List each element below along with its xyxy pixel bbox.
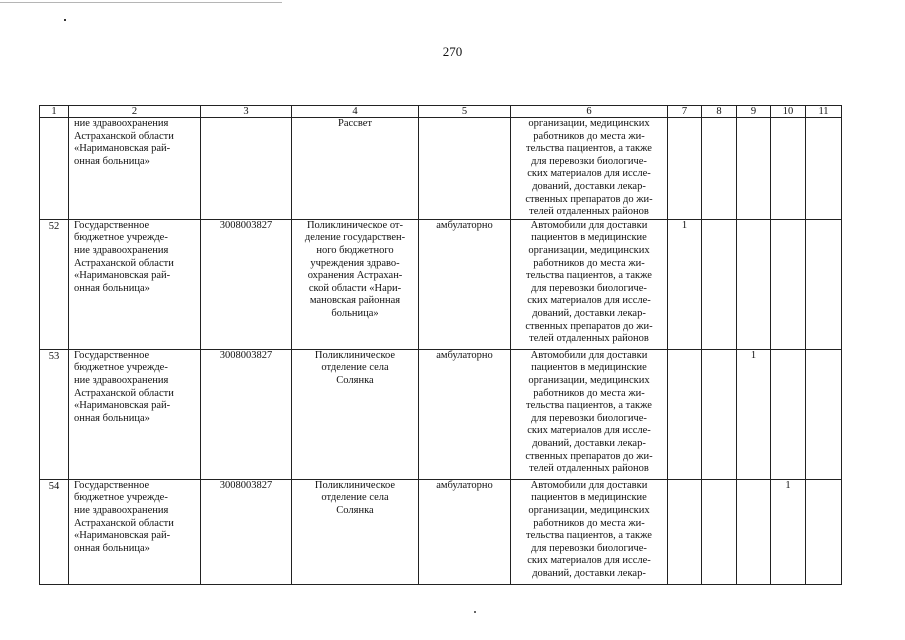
care-condition: амбулаторно (419, 219, 511, 349)
column-header-9: 9 (737, 106, 771, 118)
column-header-11: 11 (806, 106, 842, 118)
count-col-8 (702, 479, 737, 584)
count-col-11 (806, 349, 842, 479)
inn-code: 3008003827 (201, 219, 292, 349)
count-col-7 (668, 349, 702, 479)
column-header-4: 4 (292, 106, 419, 118)
count-col-10 (771, 118, 806, 220)
row-number (40, 118, 69, 220)
top-rule (0, 2, 282, 3)
count-col-8 (702, 349, 737, 479)
header-row (40, 106, 842, 118)
count-col-8 (702, 219, 737, 349)
column-header-10: 10 (771, 106, 806, 118)
table-row (40, 118, 842, 220)
subdivision-name: Поликлиническое от- деление государствен- ного бюджетного учреждения здраво- охранения Астрахан- ской области «Нари- мановская районная больница» (292, 219, 419, 349)
count-col-8 (702, 118, 737, 220)
count-col-7 (668, 118, 702, 220)
count-col-9 (737, 118, 771, 220)
subdivision-name: Рассвет (292, 118, 419, 220)
inn-code: 3008003827 (201, 349, 292, 479)
care-condition (419, 118, 511, 220)
care-condition: амбулаторно (419, 349, 511, 479)
count-col-11 (806, 219, 842, 349)
row-number: 53 (40, 349, 69, 479)
count-col-9 (737, 219, 771, 349)
page-number: 270 (442, 44, 463, 59)
table-row (40, 479, 842, 584)
count-col-9 (737, 479, 771, 584)
inn-code: 3008003827 (201, 479, 292, 584)
vehicle-purpose: организации, медицинских работников до места жи- тельства пациентов, а также для перевозки биологиче- ских материалов для иссле- дований, доставки лекар- ственных препаратов до жи- телей отдаленных районов (511, 118, 668, 220)
row-number: 52 (40, 219, 69, 349)
scan-speck-bottom (474, 611, 476, 613)
care-condition: амбулаторно (419, 479, 511, 584)
column-header-3: 3 (201, 106, 292, 118)
subdivision-name: Поликлиническое отделение села Солянка (292, 479, 419, 584)
scan-speck (64, 19, 66, 21)
organization-name: Государственное бюджетное учрежде- ние здравоохранения Астраханской области «Наримановская рай- онная больница» (69, 349, 201, 479)
count-col-11 (806, 479, 842, 584)
column-header-6: 6 (511, 106, 668, 118)
inn-code (201, 118, 292, 220)
subdivision-name: Поликлиническое отделение села Солянка (292, 349, 419, 479)
organization-name: Государственное бюджетное учрежде- ние здравоохранения Астраханской области «Наримановская рай- онная больница» (69, 219, 201, 349)
count-col-9: 1 (737, 349, 771, 479)
count-col-11 (806, 118, 842, 220)
vehicle-purpose: Автомобили для доставки пациентов в медицинские организации, медицинских работников до места жи- тельства пациентов, а также для перевозки биологиче- ских материалов для иссле- дований, доставки лекар- (511, 479, 668, 584)
vehicle-purpose: Автомобили для доставки пациентов в медицинские организации, медицинских работников до места жи- тельства пациентов, а также для перевозки биологиче- ских материалов для иссле- дований, доставки лекар- ственных препаратов до жи- телей отдаленных районов (511, 219, 668, 349)
vehicles-table (39, 105, 842, 585)
column-header-2: 2 (69, 106, 201, 118)
count-col-7 (668, 479, 702, 584)
count-col-7: 1 (668, 219, 702, 349)
organization-name: ние здравоохранения Астраханской области «Наримановская рай- онная больница» (69, 118, 201, 220)
column-header-1: 1 (40, 106, 69, 118)
column-header-7: 7 (668, 106, 702, 118)
organization-name: Государственное бюджетное учрежде- ние здравоохранения Астраханской области «Наримановская рай- онная больница» (69, 479, 201, 584)
count-col-10 (771, 219, 806, 349)
table-row (40, 349, 842, 479)
count-col-10: 1 (771, 479, 806, 584)
vehicle-purpose: Автомобили для доставки пациентов в медицинские организации, медицинских работников до места жи- тельства пациентов, а также для перевозки биологиче- ских материалов для иссле- дований, доставки лекар- ственных препаратов до жи- телей отдаленных районов (511, 349, 668, 479)
column-header-8: 8 (702, 106, 737, 118)
row-number: 54 (40, 479, 69, 584)
count-col-10 (771, 349, 806, 479)
table-row (40, 219, 842, 349)
column-header-5: 5 (419, 106, 511, 118)
